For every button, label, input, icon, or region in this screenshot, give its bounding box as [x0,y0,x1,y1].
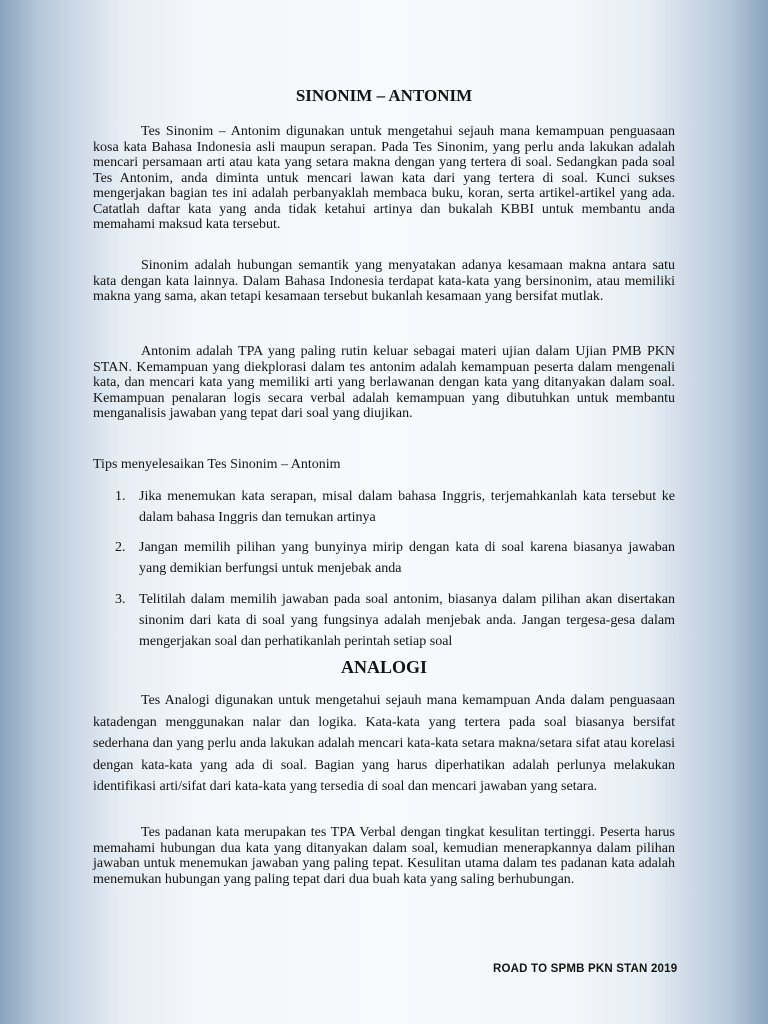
paragraph-definisi-sinonim: Sinonim adalah hubungan semantik yang menyatakan adanya kesamaan makna antara satu kata dengan kata lainnya. Dalam Bahasa Indonesia terdapat kata-kata yang bersinonim, atau memiliki makna yang sama, akan tetapi kesamaan tersebut bukanlah kesamaan yang bersifat mutlak. [93,258,675,304]
paragraph-definisi-antonim: Antonim adalah TPA yang paling rutin keluar sebagai materi ujian dalam Ujian PMB PKN STAN. Kemampuan yang diekplorasi dalam tes antonim adalah kemampuan peserta dalam mengenali kata, dan mencari kata yang memiliki arti yang berlawanan dengan kata yang ditanyakan dalam soal. Kemampuan penalaran logis secara verbal adalah kemampuan yang dibutuhkan untuk membantu menganalisis jawaban yang tepat dari soal yang diujikan. [93,344,675,421]
tip-number: 1. [115,489,126,504]
tip-text: Jangan memilih pilihan yang bunyinya mirip dengan kata di soal karena biasanya jawaban yang demikian berfungsi untuk menjebak anda [139,540,675,576]
paragraph-intro-sinonim-antonim: Tes Sinonim – Antonim digunakan untuk mengetahui sejauh mana kemampuan penguasaan kosa kata Bahasa Indonesia asli maupun serapan. Pada Tes Sinonim, yang perlu anda lakukan adalah mencari persamaan arti atau kata yang setara makna dengan yang tertera di soal. Sedangkan pada soal Tes Antonim, anda diminta untuk mencari lawan kata dari yang tertera di soal. Kunci sukses mengerjakan bagian tes ini adalah perbanyaklah membaca buku, koran, serta artikel-artikel yang ada. Catatlah daftar kata yang anda tidak ketahui artinya dan bukalah KBBI untuk membantu anda memahami maksud kata tersebut. [93,124,675,232]
tip-text: Jika menemukan kata serapan, misal dalam bahasa Inggris, terjemahkanlah kata tersebut ke dalam bahasa Inggris dan temukan artinya [139,489,675,525]
tip-number: 2. [115,540,126,555]
paragraph-padanan-kata: Tes padanan kata merupakan tes TPA Verbal dengan tingkat kesulitan tertinggi. Peserta harus memahami hubungan dua kata yang ditanyakan dalam soal, kemudian menerapkannya dalam pilihan jawaban untuk menemukan jawaban yang paling tepat. Kesulitan utama dalam tes padanan kata adalah menemukan hubungan yang paling tepat dari dua buah kata yang saling berhubungan. [93,825,675,887]
page-footer: ROAD TO SPMB PKN STAN 2019 [493,963,678,975]
section-title-sinonim-antonim: SINONIM – ANTONIM [295,86,473,105]
section-title-analogi: ANALOGI [340,657,427,677]
tip-text: Telitilah dalam memilih jawaban pada soal antonim, biasanya dalam pilihan akan disertakan sinonim dari kata di soal yang fungsinya adalah menjebak anda. Jangan tergesa-gesa dalam mengerjakan soal dan perhatikanlah perintah setiap soal [139,592,675,649]
tip-number: 3. [115,592,126,607]
tips-title: Tips menyelesaikan Tes Sinonim – Antonim [93,457,341,472]
paragraph-intro-analogi: Tes Analogi digunakan untuk mengetahui sejauh mana kemampuan Anda dalam penguasaan katadengan menggunakan nalar dan logika. Kata-kata yang tertera pada soal biasanya bersifat sederhana dan yang perlu anda lakukan adalah mencari kata-kata setara makna/setara sifat atau korelasi dengan kata-kata yang ada di soal. Bagian yang harus diperhatikan adalah perlunya melakukan identifikasi arti/sifat dari kata-kata yang tersedia di soal dan mencari jawaban yang setara. [93,693,675,794]
